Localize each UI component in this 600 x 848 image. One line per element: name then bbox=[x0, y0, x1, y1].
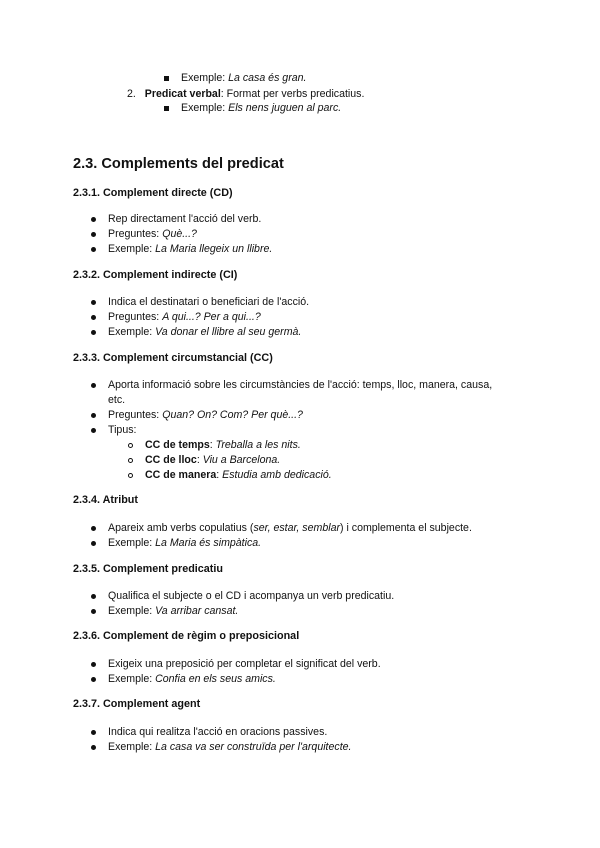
bullet-icon bbox=[91, 232, 96, 237]
list-item: CC de temps: Treballa a les nits. bbox=[145, 439, 301, 451]
subsection-heading: 2.3.7. Complement agent bbox=[73, 698, 201, 710]
item-text: Viu a Barcelona. bbox=[202, 454, 281, 466]
list-item bbox=[108, 604, 238, 618]
subsection-heading: 2.3.3. Complement circumstancial (CC) bbox=[73, 352, 273, 364]
item-text: Quan? On? Com? Per què...? bbox=[162, 409, 303, 421]
hollow-bullet-icon bbox=[128, 443, 133, 448]
item-text-italic: ser, estar, semblar bbox=[253, 522, 340, 534]
bullet-icon bbox=[91, 247, 96, 252]
list-item bbox=[108, 227, 197, 241]
item-text: Aporta informació sobre les circumstàncies de l'acció: temps, lloc, manera, causa, bbox=[108, 379, 493, 391]
item-text: La Maria llegeix un llibre. bbox=[155, 243, 273, 255]
list-item bbox=[108, 589, 394, 603]
bullet-icon bbox=[91, 541, 96, 546]
list-item bbox=[108, 242, 272, 256]
example-text: La casa és gran. bbox=[228, 72, 307, 84]
list-item bbox=[108, 378, 492, 392]
list-item bbox=[108, 521, 472, 535]
subsection-heading: 2.3.2. Complement indirecte (CI) bbox=[73, 269, 238, 281]
bullet-icon bbox=[91, 330, 96, 335]
list-item bbox=[108, 725, 327, 739]
item-text: Qualifica el subjecte o el CD i acompanya un verb predicatiu. bbox=[108, 590, 395, 602]
item-text: Indica qui realitza l'acció en oracions passives. bbox=[108, 726, 328, 738]
example-label: Exemple: bbox=[181, 72, 226, 84]
bullet-icon bbox=[91, 609, 96, 614]
bullet-icon bbox=[91, 526, 96, 531]
bullet-icon bbox=[91, 383, 96, 388]
item-text: Va donar el llibre al seu germà. bbox=[155, 326, 302, 338]
item-text: Treballa a les nits. bbox=[215, 439, 301, 451]
hollow-bullet-icon bbox=[128, 458, 133, 463]
item-text: A qui...? Per a qui...? bbox=[162, 311, 261, 323]
item-label: Preguntes: bbox=[108, 409, 160, 421]
subsection-heading: 2.3.6. Complement de règim o preposicional bbox=[73, 630, 300, 642]
item-text: Exigeix una preposició per completar el significat del verb. bbox=[108, 658, 381, 670]
item-text: Rep directament l'acció del verb. bbox=[108, 213, 262, 225]
list-item-continuation bbox=[108, 393, 125, 407]
item-text: etc. bbox=[108, 394, 126, 406]
term-label: Predicat verbal bbox=[144, 88, 221, 100]
subsection-heading: 2.3.4. Atribut bbox=[73, 494, 138, 506]
item-text: La Maria és simpàtica. bbox=[155, 537, 262, 549]
term-text: : Format per verbs predicatius. bbox=[220, 88, 365, 100]
list-item bbox=[108, 212, 261, 226]
list-item bbox=[108, 423, 136, 437]
item-text: Estudia amb dedicació. bbox=[222, 469, 332, 481]
item-label: CC de manera bbox=[145, 469, 217, 481]
list-number: 2. bbox=[127, 88, 136, 100]
item-text: Va arribar cansat. bbox=[155, 605, 239, 617]
bullet-icon bbox=[91, 428, 96, 433]
list-item bbox=[108, 672, 276, 686]
item-text: Indica el destinatari o beneficiari de l'acció. bbox=[108, 296, 310, 308]
example-label: Exemple: bbox=[181, 102, 226, 114]
subsection-heading: 2.3.5. Complement predicatiu bbox=[73, 563, 223, 575]
item-text: Tipus: bbox=[108, 424, 137, 436]
item-label: Preguntes: bbox=[108, 228, 160, 240]
list-item bbox=[108, 310, 261, 324]
list-item bbox=[108, 295, 309, 309]
list-item bbox=[181, 71, 306, 85]
item-text: Apareix amb verbs copulatius ( bbox=[108, 522, 254, 534]
item-label: CC de temps bbox=[145, 439, 210, 451]
item-label: Exemple: bbox=[108, 605, 153, 617]
example-text: Els nens juguen al parc. bbox=[228, 102, 342, 114]
subsection-heading: 2.3.1. Complement directe (CD) bbox=[73, 187, 233, 199]
list-item bbox=[108, 408, 303, 422]
square-bullet-icon bbox=[164, 106, 169, 111]
item-label: Exemple: bbox=[108, 537, 153, 549]
list-item bbox=[181, 101, 341, 115]
bullet-icon bbox=[91, 730, 96, 735]
list-item: CC de lloc: Viu a Barcelona. bbox=[145, 454, 281, 466]
item-text: La casa va ser construïda per l'arquitecte. bbox=[155, 741, 352, 753]
bullet-icon bbox=[91, 745, 96, 750]
list-item bbox=[127, 87, 364, 101]
item-label: Exemple: bbox=[108, 673, 153, 685]
item-text: Confia en els seus amics. bbox=[155, 673, 276, 685]
item-label: CC de lloc bbox=[145, 454, 197, 466]
list-item: CC de manera: Estudia amb dedicació. bbox=[145, 469, 332, 481]
bullet-icon bbox=[91, 315, 96, 320]
item-label: Exemple: bbox=[108, 326, 153, 338]
list-item bbox=[108, 657, 381, 671]
item-label: Preguntes: bbox=[108, 311, 160, 323]
bullet-icon bbox=[91, 217, 96, 222]
section-heading: 2.3. Complements del predicat bbox=[73, 156, 284, 172]
list-item bbox=[108, 536, 261, 550]
bullet-icon bbox=[91, 662, 96, 667]
bullet-icon bbox=[91, 413, 96, 418]
item-label: Exemple: bbox=[108, 741, 153, 753]
bullet-icon bbox=[91, 594, 96, 599]
item-label: Exemple: bbox=[108, 243, 153, 255]
hollow-bullet-icon bbox=[128, 473, 133, 478]
item-text: ) i complementa el subjecte. bbox=[340, 522, 472, 534]
square-bullet-icon bbox=[164, 76, 169, 81]
bullet-icon bbox=[91, 677, 96, 682]
bullet-icon bbox=[91, 300, 96, 305]
list-item bbox=[108, 325, 301, 339]
list-item bbox=[108, 740, 351, 754]
item-text: Què...? bbox=[162, 228, 197, 240]
